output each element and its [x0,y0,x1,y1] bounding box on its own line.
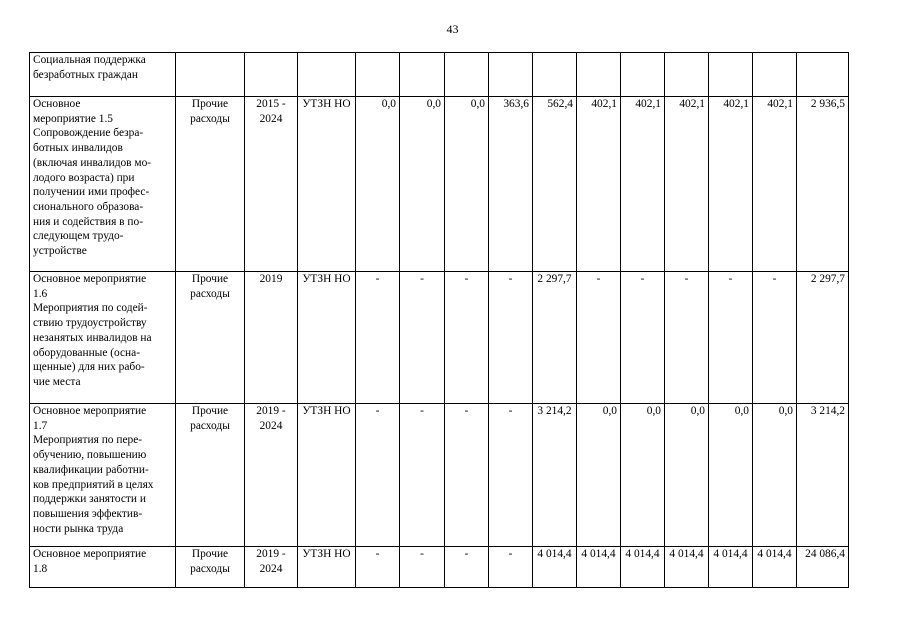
amount-value: 402,1 [591,98,617,110]
expense-category-cell [176,272,245,404]
expense-category: Прочие расходы [190,405,230,432]
table-body [30,53,849,588]
year-value-cell [400,547,445,588]
activity-name-line: ния и содействия в по- [33,215,143,228]
table-row [30,97,849,272]
amount-value: - [508,548,513,560]
year-value-cell [445,53,489,97]
year-value-cell [400,97,445,272]
year-value-cell [709,547,753,588]
amount-value: - [728,273,733,285]
amount-value: 0,0 [646,405,661,417]
activity-name-line: оборудованные (осна- [33,346,141,359]
amount-value: 4 014,4 [713,548,748,560]
executor-cell [298,547,356,588]
amount-value: - [420,405,424,417]
year-value-cell [621,53,665,97]
year-value-cell [709,97,753,272]
amount-value: - [420,273,424,285]
amount-value: - [684,273,689,285]
activity-name-line: получении ими профес- [33,186,150,199]
year-value-cell [489,97,533,272]
budget-table [29,52,849,588]
activity-name-line: Основное мероприятие [33,273,147,285]
amount-value: 4 014,4 [757,548,792,560]
executor-cell [298,97,356,272]
year-value-cell [445,272,489,404]
activity-name-line: 1.8 [33,562,48,575]
year-value-cell [577,97,621,272]
year-value-cell [577,272,621,404]
year-value-cell [621,547,665,588]
amount-value: 0,0 [426,98,441,110]
year-value-cell [665,547,709,588]
years-cell [245,404,298,547]
amount-value: - [772,273,777,285]
activity-name-line: квалификации работни- [33,463,149,476]
table-row [30,404,849,547]
amount-value: - [375,273,380,285]
expense-category: Прочие расходы [190,548,230,575]
table-row [30,272,849,404]
activity-name-line: Основное [33,98,81,110]
activity-name-line: Социальная поддержка [33,54,146,66]
year-value-cell [356,272,400,404]
amount-value: 402,1 [635,98,661,110]
year-value-cell [533,53,577,97]
activity-name-line: обучению, повышению [33,449,147,462]
amount-value: 2 297,7 [537,273,572,285]
year-value-cell [533,97,577,272]
activity-name-cell [30,272,176,404]
activity-name-line: Мероприятия по пере- [33,434,143,447]
year-value-cell [665,272,709,404]
expense-category: Прочие расходы [190,98,230,125]
amount-value: 3 214,2 [810,405,845,417]
year-value-cell [445,404,489,547]
year-value-cell [489,53,533,97]
executor: УТЗН НО [302,405,351,417]
activity-name-line: ности рынка труда [33,522,124,535]
amount-value: 3 214,2 [537,405,572,417]
executor: УТЗН НО [302,273,351,285]
year-value-cell [400,53,445,97]
executor-cell [298,404,356,547]
year-value-cell [445,547,489,588]
executor: УТЗН НО [302,548,351,560]
year-value-cell [356,53,400,97]
activity-name-cell [30,404,176,547]
expense-category-cell [176,53,245,97]
amount-value: 0,0 [381,98,396,110]
year-value-cell [533,404,577,547]
expense-category: Прочие расходы [190,273,230,300]
implementation-years: 2019 - 2024 [256,405,286,432]
year-value-cell [665,53,709,97]
amount-value: 0,0 [470,98,485,110]
year-value-cell [753,272,797,404]
expense-category-cell [176,404,245,547]
year-value-cell [356,547,400,588]
year-value-cell [489,272,533,404]
total-value-cell [797,97,849,272]
implementation-years: 2019 - 2024 [256,548,286,575]
amount-value: 24 086,4 [805,548,845,560]
amount-value: - [464,548,469,560]
activity-name-line: незанятых инвалидов на [33,331,152,344]
activity-name-line: щенные) для них рабо- [33,361,145,374]
executor: УТЗН НО [302,98,351,110]
activity-name-line: ков предприятий в целях [33,478,154,491]
table-row [30,53,849,97]
activity-name-line: Сопровождение безра- [33,127,144,140]
amount-value: - [464,273,469,285]
amount-value: 402,1 [723,98,749,110]
years-cell [245,547,298,588]
activity-name-line: (включая инвалидов мо- [33,156,152,169]
activity-name-cell [30,547,176,588]
activity-name-line: Мероприятия по содей- [33,302,148,315]
year-value-cell [665,404,709,547]
amount-value: - [508,405,513,417]
amount-value: - [375,405,380,417]
year-value-cell [621,404,665,547]
amount-value: 363,6 [503,98,529,110]
amount-value: 4 014,4 [537,548,572,560]
years-cell [245,97,298,272]
year-value-cell [753,53,797,97]
amount-value: 4 014,4 [625,548,660,560]
amount-value: - [596,273,601,285]
activity-name-line: 1.6 [33,287,48,300]
total-value-cell [797,404,849,547]
amount-value: - [420,548,424,560]
executor-cell [298,272,356,404]
year-value-cell [753,97,797,272]
implementation-years: 2019 [259,273,283,285]
amount-value: 0,0 [602,405,617,417]
amount-value: 2 297,7 [810,273,845,285]
year-value-cell [709,53,753,97]
activity-name-line: лодого возраста) при [33,171,135,184]
year-value-cell [665,97,709,272]
amount-value: 2 936,5 [810,98,845,110]
activity-name-line: 1.7 [33,419,48,432]
year-value-cell [400,272,445,404]
activity-name-line: повышения эффектив- [33,507,143,520]
amount-value: 0,0 [690,405,705,417]
year-value-cell [709,272,753,404]
activity-name-line: безработных граждан [33,68,138,81]
activity-name-line: следующем трудо- [33,230,124,243]
years-cell [245,272,298,404]
activity-name-line: устройстве [33,245,87,258]
year-value-cell [400,404,445,547]
year-value-cell [577,53,621,97]
year-value-cell [621,97,665,272]
amount-value: 402,1 [679,98,705,110]
amount-value: - [508,273,513,285]
amount-value: 0,0 [778,405,793,417]
total-value-cell [797,272,849,404]
year-value-cell [621,272,665,404]
activity-name-line: ствию трудоустройству [33,317,147,330]
total-value-cell [797,53,849,97]
activity-name-cell [30,53,176,97]
amount-value: - [464,405,469,417]
year-value-cell [753,404,797,547]
activity-name-line: чие места [33,375,81,388]
expense-category-cell [176,547,245,588]
expense-category-cell [176,97,245,272]
year-value-cell [577,404,621,547]
implementation-years: 2015 - 2024 [256,98,286,125]
amount-value: - [640,273,645,285]
activity-name-line: поддержки занятости и [33,493,146,506]
amount-value: 4 014,4 [581,548,616,560]
year-value-cell [489,547,533,588]
amount-value: 402,1 [767,98,793,110]
activity-name-cell [30,97,176,272]
year-value-cell [356,97,400,272]
activity-name-line: Основное мероприятие [33,405,147,417]
year-value-cell [356,404,400,547]
amount-value: 562,4 [547,98,573,110]
year-value-cell [753,547,797,588]
year-value-cell [445,97,489,272]
amount-value: 0,0 [734,405,749,417]
year-value-cell [533,272,577,404]
activity-name-line: Основное мероприятие [33,548,147,560]
activity-name-line: мероприятие 1.5 [33,112,113,125]
activity-name-line: сионального образова- [33,200,144,213]
year-value-cell [709,404,753,547]
amount-value: - [375,548,380,560]
amount-value: 4 014,4 [669,548,704,560]
year-value-cell [533,547,577,588]
years-cell [245,53,298,97]
year-value-cell [489,404,533,547]
executor-cell [298,53,356,97]
year-value-cell [577,547,621,588]
total-value-cell [797,547,849,588]
activity-name-line: ботных инвалидов [33,142,123,155]
page-number: 43 [446,22,459,36]
table-row [30,547,849,588]
